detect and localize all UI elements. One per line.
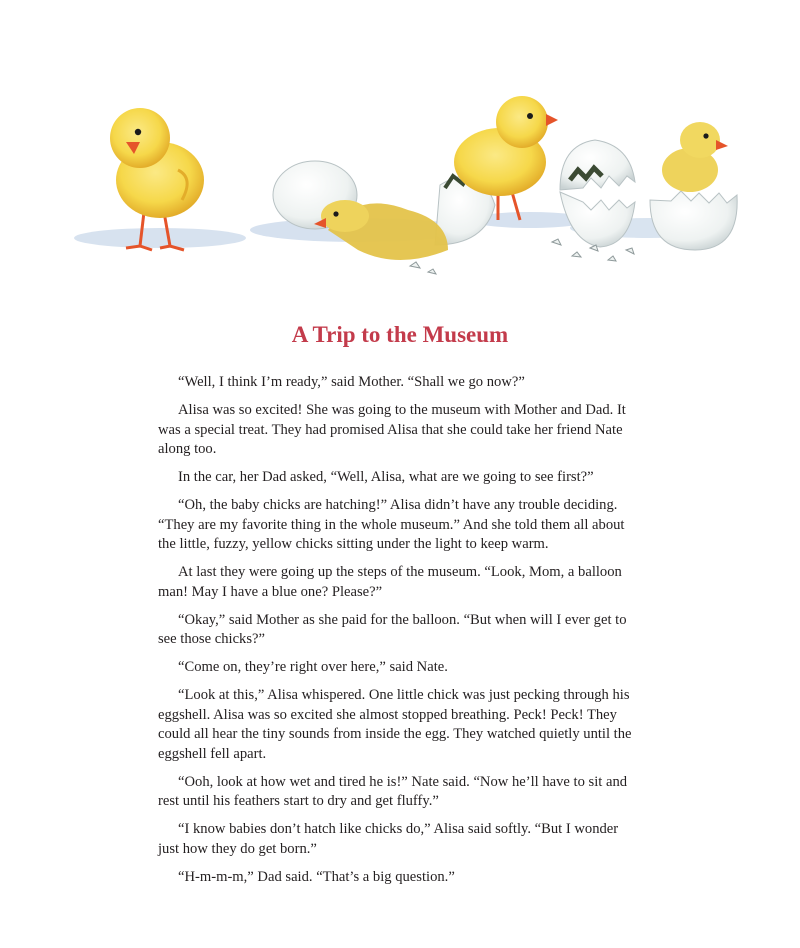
story-title: A Trip to the Museum — [291, 322, 509, 347]
cracked-egg-top — [560, 140, 635, 247]
story-paragraph: “Ooh, look at how wet and tired he is!” Nate said. “Now he’ll have to sit and rest until his feathers start to dry and get fluffy.” — [158, 773, 628, 809]
story-paragraph: “Come on, they’re right over here,” said Nate. — [178, 659, 448, 675]
chick-in-shell — [650, 122, 737, 250]
story-body — [158, 373, 642, 896]
story-paragraph: At last they were going up the steps of the museum. “Look, Mom, a balloon man! May I have a blue one? Please?” — [158, 564, 622, 600]
story-paragraph: In the car, her Dad asked, “Well, Alisa, what are we going to see first?” — [178, 469, 594, 485]
story-paragraph: “Oh, the baby chicks are hatching!” Alisa didn’t have any trouble deciding. “They are my favorite thing in the whole museum.” And she told them all about the little, fuzzy, yellow chicks sitting under the light to keep warm. — [158, 497, 625, 552]
story-paragraph: “Well, I think I’m ready,” said Mother. “Shall we go now?” — [178, 374, 525, 390]
story-paragraph: “I know babies don’t hatch like chicks do,” Alisa said softly. “But I wonder just how they do get born.” — [158, 821, 619, 857]
story-paragraph: “Okay,” said Mother as she paid for the balloon. “But when will I ever get to see those chicks?” — [158, 611, 627, 647]
story-paragraph: “H-m-m-m,” Dad said. “That’s a big question.” — [178, 868, 455, 885]
story-paragraph: Alisa was so excited! She was going to the museum with Mother and Dad. It was a special treat. They had promised Alisa that she could take her friend Nate along too. — [158, 402, 626, 457]
hatching-chicks-illustration — [60, 80, 750, 300]
story-paragraph: “Look at this,” Alisa whispered. One little chick was just pecking through his eggshell. Alisa was so excited she almost stopped breathing. Peck! Peck! They could all hear the tiny sounds from inside the egg. They watched quietly until the eggshell fell apart. — [158, 687, 632, 762]
